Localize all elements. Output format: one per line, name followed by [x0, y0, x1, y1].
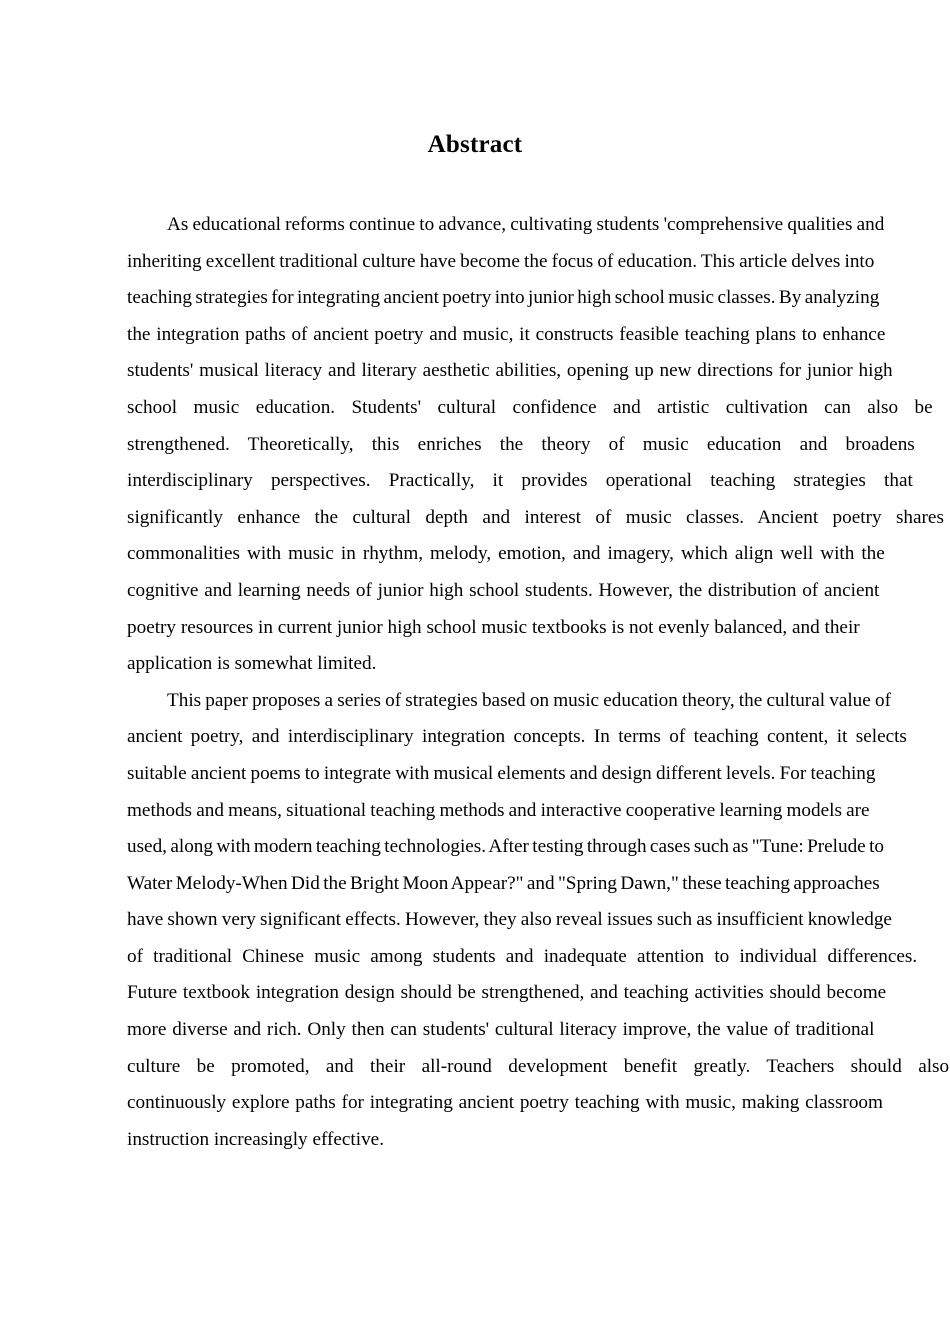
text-line: strengthened. Theoretically, this enriches the theory of music education and broadens [127, 433, 915, 455]
text-line: As educational reforms continue to advance, cultivating students 'comprehensive qualities and [167, 214, 885, 235]
text-line: This paper proposes a series of strategies based on music education theory, the cultural value of [167, 689, 891, 711]
abstract-paragraph-2 [127, 683, 950, 1159]
text-line: methods and means, situational teaching methods and interactive cooperative learning models are [127, 799, 870, 821]
text-line: application is somewhat limited. [127, 653, 377, 675]
text-line: school music education. Students' cultural confidence and artistic cultivation can also be [127, 396, 933, 418]
text-line: used, along with modern teaching technologies. After testing through cases such as "Tune: Prelude to [127, 836, 885, 858]
text-line: significantly enhance the cultural depth and interest of music classes. Ancient poetry shares [127, 506, 944, 528]
page-title: Abstract [427, 131, 523, 158]
text-line: inheriting excellent traditional culture have become the focus of education. This article delves into [127, 250, 875, 272]
text-line: more diverse and rich. Only then can students' cultural literacy improve, the value of traditional [127, 1019, 875, 1041]
abstract-paragraph-1 [127, 207, 944, 683]
text-line: continuously explore paths for integrating ancient poetry teaching with music, making classroom [127, 1092, 883, 1114]
text-line: students' musical literacy and literary aesthetic abilities, opening up new directions for junior high [127, 360, 893, 382]
text-line: poetry resources in current junior high school music textbooks is not evenly balanced, and their [127, 616, 860, 638]
text-line: cognitive and learning needs of junior high school students. However, the distribution of ancient [127, 579, 880, 601]
text-line: Future textbook integration design should be strengthened, and teaching activities should become [127, 982, 887, 1004]
text-line: Water Melody-When Did the Bright Moon Appear?" and "Spring Dawn," these teaching approaches [127, 872, 880, 894]
text-line: culture be promoted, and their all-round development benefit greatly. Teachers should also [127, 1055, 950, 1077]
text-line: commonalities with music in rhythm, melody, emotion, and imagery, which align well with the [127, 543, 885, 565]
abstract-body [127, 207, 950, 1158]
text-line: ancient poetry, and interdisciplinary integration concepts. In terms of teaching content, it selects [127, 726, 907, 748]
text-line: have shown very significant effects. However, they also reveal issues such as insufficient knowledge [127, 909, 892, 931]
text-line: the integration paths of ancient poetry and music, it constructs feasible teaching plans to enhance [127, 323, 886, 345]
text-line: interdisciplinary perspectives. Practically, it provides operational teaching strategies that [127, 470, 913, 492]
text-line: teaching strategies for integrating ancient poetry into junior high school music classes. By analyzing [127, 287, 880, 309]
text-line: instruction increasingly effective. [127, 1128, 384, 1150]
text-line: of traditional Chinese music among students and inadequate attention to individual differences. [127, 945, 918, 967]
text-line: suitable ancient poems to integrate with musical elements and design different levels. For teaching [127, 762, 876, 784]
